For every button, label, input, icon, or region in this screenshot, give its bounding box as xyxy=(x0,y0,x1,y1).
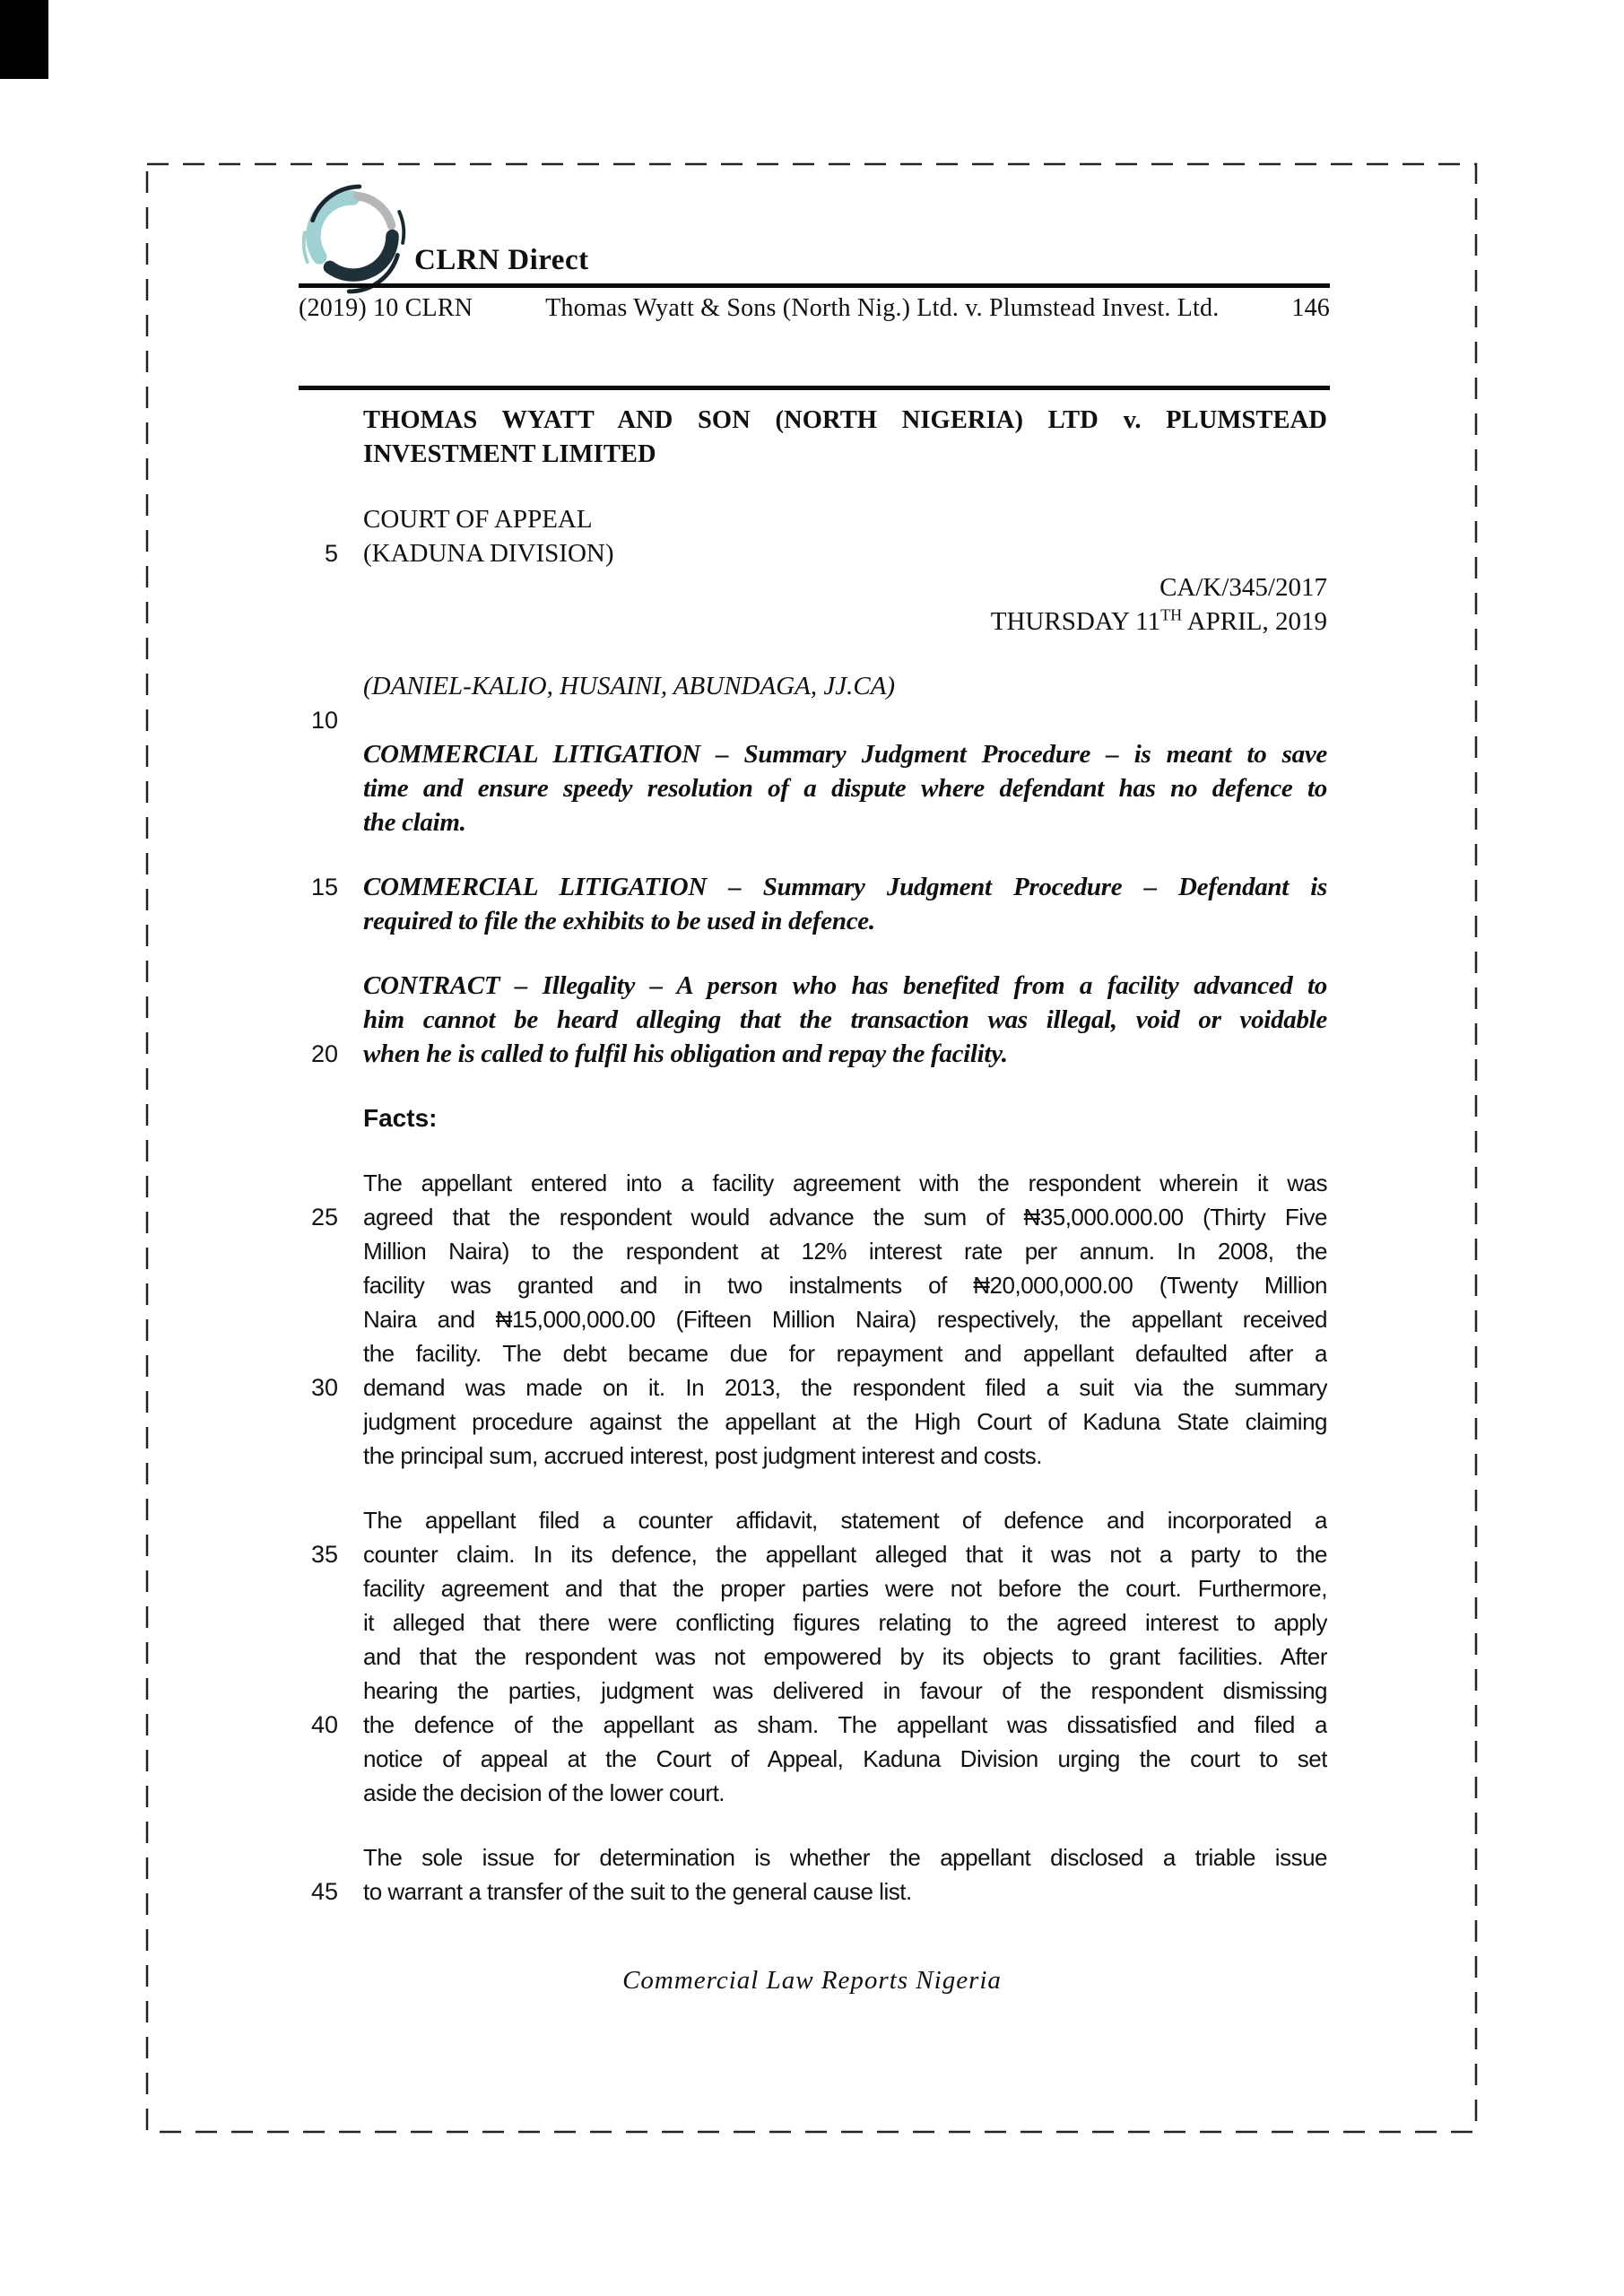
line-number: 10 xyxy=(310,707,338,734)
block-facts xyxy=(300,1101,1327,1135)
text-line: the principal sum, accrued interest, post judgment interest and costs. xyxy=(363,1442,1042,1469)
block-body xyxy=(300,1166,1327,1473)
text-line: aside the decision of the lower court. xyxy=(363,1779,725,1806)
block-italic xyxy=(300,669,1327,737)
line-number xyxy=(300,737,338,771)
text-line: and that the respondent was not empowered by its objects to grant facilities. After xyxy=(363,1643,1327,1670)
doc-line-row xyxy=(300,771,1327,805)
line-number xyxy=(300,1439,338,1473)
text-line: CA/K/345/2017 xyxy=(1159,573,1327,602)
block-title xyxy=(300,404,1327,472)
line-number xyxy=(300,1166,338,1200)
line-number xyxy=(300,404,338,438)
text-line: Naira and ₦15,000,000.00 (Fifteen Million Naira) respectively, the appellant received xyxy=(363,1306,1327,1333)
block-right xyxy=(300,570,1327,639)
doc-line-row xyxy=(300,1605,1327,1639)
block-headnote xyxy=(300,969,1327,1071)
line-number: 35 xyxy=(310,1541,338,1568)
doc-line-row xyxy=(300,737,1327,771)
line-number xyxy=(300,1571,338,1605)
doc-line-row xyxy=(300,1571,1327,1605)
text-line: The appellant entered into a facility agreement with the respondent wherein it was xyxy=(363,1170,1327,1196)
doc-line-row xyxy=(300,1302,1327,1336)
doc-line-row xyxy=(300,404,1327,438)
doc-line-row xyxy=(300,1503,1327,1537)
doc-line-row xyxy=(300,502,1327,536)
doc-line-row xyxy=(300,1003,1327,1037)
line-number xyxy=(300,904,338,938)
line-number xyxy=(300,1268,338,1302)
line-number: 40 xyxy=(310,1711,338,1738)
journal-footer: Commercial Law Reports Nigeria xyxy=(622,1966,1002,1995)
doc-line-row xyxy=(300,1776,1327,1810)
doc-line-row xyxy=(300,1742,1327,1776)
text-line xyxy=(363,703,1327,737)
text-line: The appellant filed a counter affidavit, statement of defence and incorporated a xyxy=(363,1507,1327,1534)
doc-line-row xyxy=(300,805,1327,839)
block-headnote xyxy=(300,870,1327,938)
line-number xyxy=(300,604,338,639)
doc-line-row xyxy=(300,1336,1327,1370)
text-line: INVESTMENT LIMITED xyxy=(363,440,656,468)
text-line: Million Naira) to the respondent at 12% interest rate per annum. In 2008, the xyxy=(363,1238,1327,1265)
text-line: COURT OF APPEAL xyxy=(363,505,593,534)
text-line: (KADUNA DIVISION) xyxy=(363,539,614,568)
doc-line-row xyxy=(300,1840,1327,1874)
citation-page-number: 146 xyxy=(1291,294,1330,322)
header-rule-top xyxy=(299,283,1330,288)
brand-name: CLRN Direct xyxy=(414,244,589,276)
citation-case-name: Thomas Wyatt & Sons (North Nig.) Ltd. v. Plumstead Invest. Ltd. xyxy=(545,294,1220,322)
line-number xyxy=(300,669,338,703)
doc-line-row xyxy=(300,1370,1327,1405)
running-head xyxy=(299,294,1330,323)
doc-line-row xyxy=(300,703,1327,737)
text-line: the facility. The debt became due for repayment and appellant defaulted after a xyxy=(363,1340,1327,1367)
doc-line-row xyxy=(300,904,1327,938)
line-number xyxy=(300,805,338,839)
block-body xyxy=(300,1503,1327,1810)
line-number xyxy=(300,1639,338,1674)
doc-line-row xyxy=(300,536,1327,570)
line-number xyxy=(300,502,338,536)
line-number xyxy=(300,1336,338,1370)
text-line: required to file the exhibits to be used in defence. xyxy=(363,907,875,935)
text-line: facility was granted and in two instalments of ₦20,000,000.00 (Twenty Million xyxy=(363,1272,1327,1299)
line-number xyxy=(300,1742,338,1776)
clrn-logo xyxy=(302,182,406,297)
text-line: THURSDAY 11TH APRIL, 2019 xyxy=(990,605,1327,636)
text-line: time and ensure speedy resolution of a dispute where defendant has no defence to xyxy=(363,774,1327,803)
text-line: the defence of the appellant as sham. The appellant was dissatisfied and filed a xyxy=(363,1711,1327,1738)
doc-line-row xyxy=(300,870,1327,904)
line-number xyxy=(300,1776,338,1810)
text-line: judgment procedure against the appellant at the High Court of Kaduna State claiming xyxy=(363,1408,1327,1435)
text-line: facility agreement and that the proper parties were not before the court. Furthermore, xyxy=(363,1575,1327,1602)
doc-line-row xyxy=(300,969,1327,1003)
doc-line-row xyxy=(300,1101,1327,1135)
line-number: 45 xyxy=(310,1878,338,1905)
text-line: COMMERCIAL LITIGATION – Summary Judgment Procedure – Defendant is xyxy=(363,873,1327,901)
doc-line-row xyxy=(300,1439,1327,1473)
text-line: The sole issue for determination is whether the appellant disclosed a triable issue xyxy=(363,1844,1327,1871)
text-line: notice of appeal at the Court of Appeal, Kaduna Division urging the court to set xyxy=(363,1745,1327,1772)
doc-line-row xyxy=(300,1639,1327,1674)
line-number xyxy=(300,1302,338,1336)
doc-line-row xyxy=(300,1405,1327,1439)
doc-line-row xyxy=(300,1537,1327,1571)
line-number xyxy=(300,570,338,604)
line-number xyxy=(300,1101,338,1135)
line-number xyxy=(300,1605,338,1639)
doc-line-row xyxy=(300,570,1327,604)
doc-line-row xyxy=(300,1200,1327,1234)
doc-line-row xyxy=(300,1037,1327,1071)
text-line: counter claim. In its defence, the appellant alleged that it was not a party to the xyxy=(363,1541,1327,1568)
text-line: hearing the parties, judgment was delivered in favour of the respondent dismissing xyxy=(363,1677,1327,1704)
block-headnote xyxy=(300,737,1327,839)
text-line: THOMAS WYATT AND SON (NORTH NIGERIA) LTD v. PLUMSTEAD xyxy=(363,406,1327,434)
line-number xyxy=(300,969,338,1003)
doc-line-row xyxy=(300,438,1327,472)
text-line: CONTRACT – Illegality – A person who has benefited from a facility advanced to xyxy=(363,971,1327,1000)
doc-line-row xyxy=(300,604,1327,639)
text-line: Facts: xyxy=(363,1104,438,1132)
line-number: 20 xyxy=(310,1040,338,1067)
line-number: 15 xyxy=(310,874,338,900)
line-number: 25 xyxy=(310,1204,338,1231)
doc-line-row xyxy=(300,669,1327,703)
line-number xyxy=(300,1503,338,1537)
ordinal-suffix: TH xyxy=(1160,605,1183,624)
text-line: agreed that the respondent would advance the sum of ₦35,000.000.00 (Thirty Five xyxy=(363,1204,1327,1231)
line-number xyxy=(300,1003,338,1037)
text-line: to warrant a transfer of the suit to the general cause list. xyxy=(363,1878,912,1905)
header-rule-bottom xyxy=(299,386,1330,390)
block-plain xyxy=(300,502,1327,570)
doc-line-row xyxy=(300,1874,1327,1909)
doc-line-row xyxy=(300,1674,1327,1708)
line-number xyxy=(300,1840,338,1874)
content-root xyxy=(300,404,1327,1909)
block-body xyxy=(300,1840,1327,1909)
text-line: it alleged that there were conflicting figures relating to the agreed interest to apply xyxy=(363,1609,1327,1636)
line-number: 5 xyxy=(324,540,338,567)
doc-line-row xyxy=(300,1268,1327,1302)
text-line: demand was made on it. In 2013, the respondent filed a suit via the summary xyxy=(363,1374,1327,1401)
doc-line-row xyxy=(300,1234,1327,1268)
line-number xyxy=(300,1674,338,1708)
doc-line-row xyxy=(300,1708,1327,1742)
line-number xyxy=(300,1234,338,1268)
line-number: 30 xyxy=(310,1374,338,1401)
text-line: COMMERCIAL LITIGATION – Summary Judgment Procedure – is meant to save xyxy=(363,740,1327,769)
doc-line-row xyxy=(300,1166,1327,1200)
text-line: the claim. xyxy=(363,808,466,837)
text-line: (DANIEL-KALIO, HUSAINI, ABUNDAGA, JJ.CA) xyxy=(363,672,896,700)
line-number xyxy=(300,1405,338,1439)
line-number xyxy=(300,438,338,472)
text-line: when he is called to fulfil his obligation and repay the facility. xyxy=(363,1039,1008,1068)
citation-volume: (2019) 10 CLRN xyxy=(299,294,473,322)
line-number xyxy=(300,771,338,805)
text-line: him cannot be heard alleging that the transaction was illegal, void or voidable xyxy=(363,1005,1327,1034)
